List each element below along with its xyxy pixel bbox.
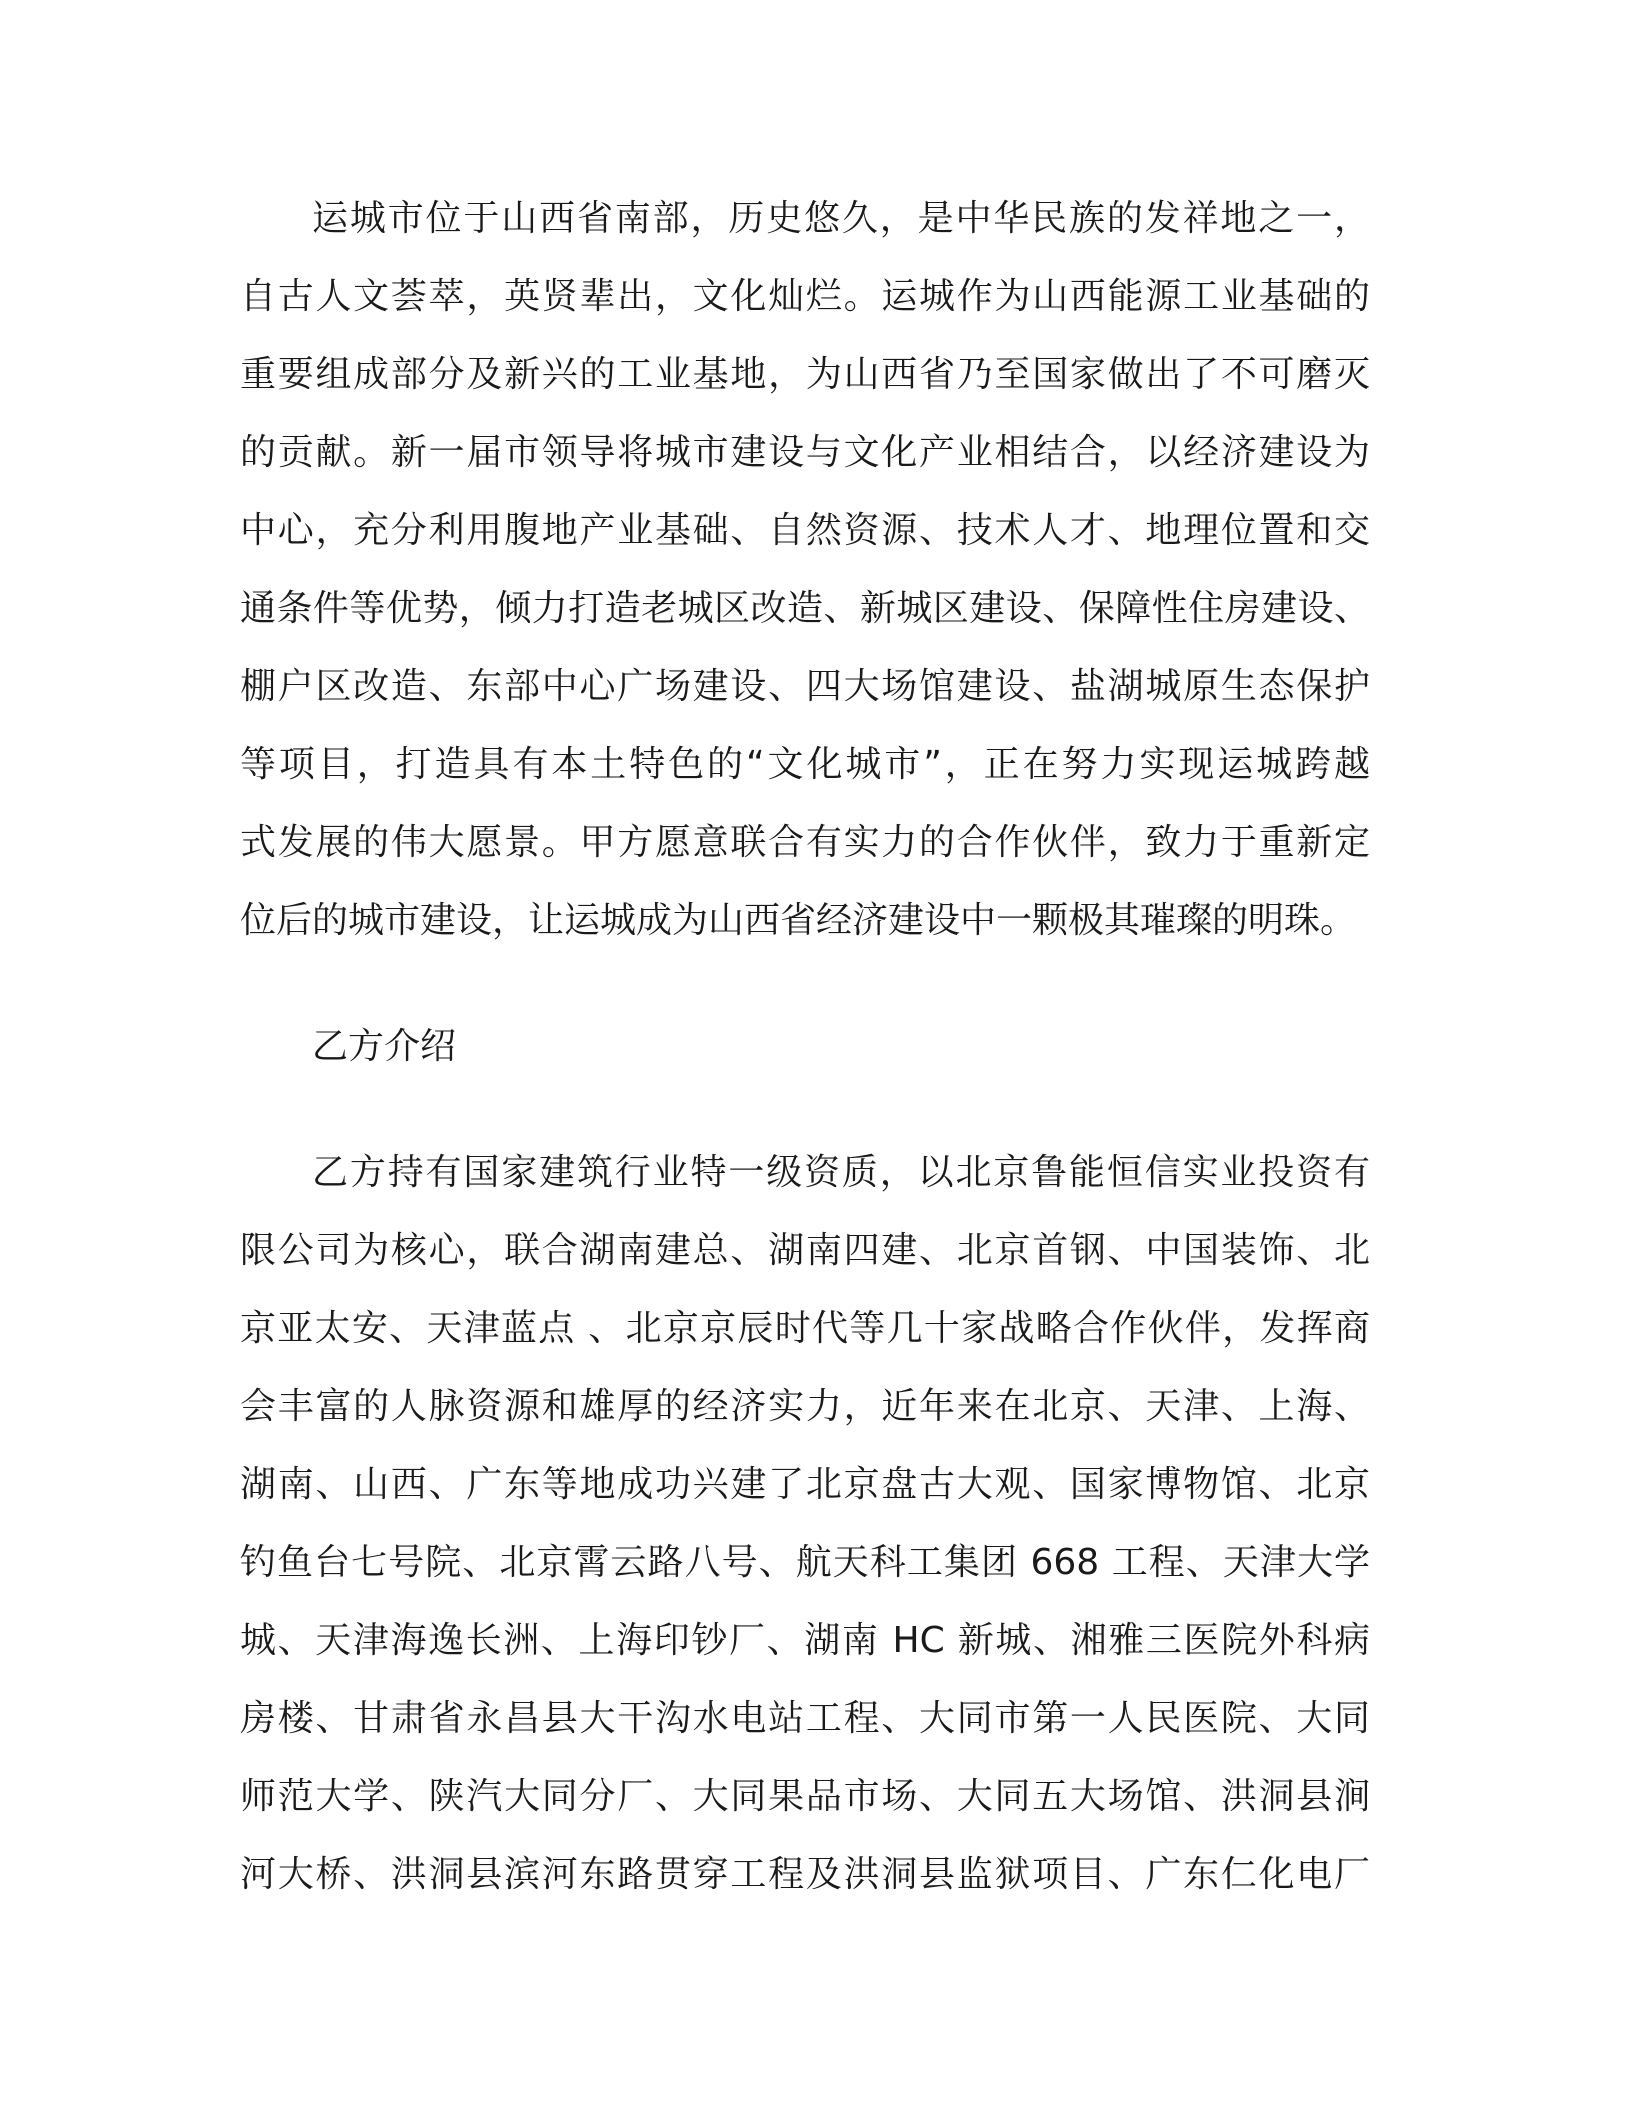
text-line: 自古人文荟萃，英贤辈出，文化灿烂。运城作为山西能源工业基础的 [240, 276, 1370, 317]
text-line: 中心，充分利用腹地产业基础、自然资源、技术人才、地理位置和交 [240, 510, 1370, 551]
text-line: 限公司为核心，联合湖南建总、湖南四建、北京首钢、中国装饰、北 [240, 1230, 1370, 1271]
text-line: 师范大学、陕汽大同分厂、大同果品市场、大同五大场馆、洪洞县涧 [240, 1776, 1370, 1817]
text-line: 房楼、甘肃省永昌县大干沟水电站工程、大同市第一人民医院、大同 [240, 1698, 1370, 1739]
text-line: 的贡献。新一届市领导将城市建设与文化产业相结合，以经济建设为 [240, 432, 1370, 473]
text-line: 乙方持有国家建筑行业特一级资质，以北京鲁能恒信实业投资有 [312, 1152, 1370, 1193]
text-line: 湖南、山西、广东等地成功兴建了北京盘古大观、国家博物馆、北京 [240, 1464, 1370, 1505]
paragraph-spacing [240, 960, 1370, 1008]
text-line: 京亚太安、天津蓝点 、北京京辰时代等几十家战略合作伙伴，发挥商 [240, 1308, 1370, 1349]
text-line: 会丰富的人脉资源和雄厚的经济实力，近年来在北京、天津、上海、 [240, 1386, 1370, 1427]
text-line: 位后的城市建设，让运城成为山西省经济建设中一颗极其璀璨的明珠。 [240, 900, 1357, 941]
section-heading-party-b: 乙方介绍 [312, 1026, 457, 1067]
paragraph-party-a-description [240, 180, 1370, 960]
text-line: 钓鱼台七号院、北京霄云路八号、航天科工集团 668 工程、天津大学 [240, 1542, 1370, 1583]
paragraph-party-b-description [240, 1134, 1370, 1914]
text-line: 等项目，打造具有本土特色的“文化城市”，正在努力实现运城跨越 [240, 744, 1370, 785]
text-line: 河大桥、洪洞县滨河东路贯穿工程及洪洞县监狱项目、广东仁化电厂 [240, 1854, 1370, 1895]
text-line: 通条件等优势，倾力打造老城区改造、新城区建设、保障性住房建设、 [240, 588, 1370, 629]
text-line: 棚户区改造、东部中心广场建设、四大场馆建设、盐湖城原生态保护 [240, 666, 1370, 707]
text-line: 重要组成部分及新兴的工业基地，为山西省乃至国家做出了不可磨灭 [240, 354, 1370, 395]
paragraph-spacing [240, 1086, 1370, 1134]
document-body [240, 180, 1370, 1914]
text-line: 城、天津海逸长洲、上海印钞厂、湖南 HC 新城、湘雅三医院外科病 [240, 1620, 1370, 1661]
text-line: 式发展的伟大愿景。甲方愿意联合有实力的合作伙伴，致力于重新定 [240, 822, 1370, 863]
text-line: 运城市位于山西省南部，历史悠久，是中华民族的发祥地之一， [312, 198, 1370, 239]
